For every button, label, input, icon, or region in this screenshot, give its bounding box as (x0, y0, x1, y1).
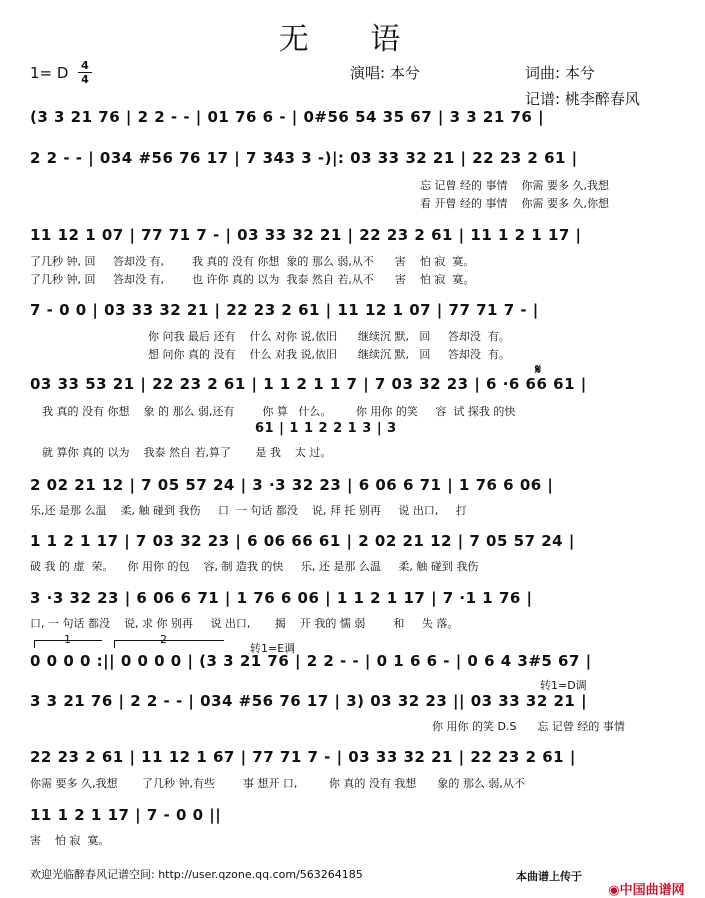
transcriber-credit: 记谱: 桃李醉春风 (525, 90, 640, 108)
lyrics-row-5: 我 真的 没有 你想 象 的 那么 弱,还有 你 算 什么。 你 用你 的笑 容 试 探我 的快 (42, 405, 516, 418)
song-title: 无 语 (278, 22, 427, 57)
singer-credit: 演唱: 本兮 (350, 64, 420, 82)
notation-row-2: 2 2 - - | 034 #56 76 17 | 7 343 3 -)|: 03 33 32 21 | 22 23 2 61 | (30, 149, 578, 167)
lyrics-row-5-alternate: 就 算你 真的 以为 我泰 然自 若,算了 是 我 太 过。 (42, 446, 332, 459)
time-signature-top: 4 (81, 59, 89, 72)
time-signature-bottom: 4 (81, 73, 89, 86)
second-ending-number: 2 (160, 633, 167, 646)
lyricist-credit: 词曲: 本兮 (525, 64, 595, 82)
notation-row-7: 1 1 2 1 17 | 7 03 32 23 | 6 06 66 61 | 2 02 21 12 | 7 05 57 24 | (30, 532, 575, 550)
notation-row-1: (3 3 21 76 | 2 2 - - | 01 76 6 - | 0#56 54 35 67 | 3 3 21 76 | (30, 108, 545, 126)
site-logo-text: 中国曲谱网 (619, 883, 685, 898)
notation-row-9: 0 0 0 0 :|| 0 0 0 0 | (3 3 21 76 | 2 2 - - | 0 1 6 6 - | 0 6 4 3#5 67 | (30, 652, 592, 670)
lyrics-row-10: 你 用你 的笑 D.S 忘 记曾 经的 事情 (432, 720, 625, 733)
lyrics-row-7: 破 我 的 虚 荣。 你 用你 的包 容, 制 造我 的快 乐, 还 是那 么温 柔, 触 碰到 我伤 (30, 560, 479, 573)
notation-row-8: 3 ·3 32 23 | 6 06 6 71 | 1 76 6 06 | 1 1 2 1 17 | 7 ·1 1 76 | (30, 589, 533, 607)
lyrics-row-6: 乐,还 是那 么温 柔, 触 碰到 我伤 口 一 句话 都没 说, 拜 托 别再 说 出口, 打 (30, 504, 467, 517)
lyrics-row-4-verse-1: 你 问我 最后 还有 什么 对你 说,依旧 继续沉 默, 回 答却没 有。 (148, 330, 510, 343)
notation-row-4: 7 - 0 0 | 03 33 32 21 | 22 23 2 61 | 11 12 1 07 | 77 71 7 - | (30, 301, 539, 319)
site-logo-icon: ◉ (608, 883, 620, 898)
site-logo (600, 864, 685, 898)
second-ending-bracket (114, 640, 224, 641)
second-ending-bracket-tick (114, 640, 115, 648)
modulation-to-e: 转1=E调 (250, 642, 296, 655)
lyrics-row-2-verse-2: 看 开曾 经的 事情 你需 要多 久,你想 (420, 197, 609, 210)
lyrics-row-8: 口, 一 句话 都没 说, 求 你 别再 说 出口, 揭 开 我的 懦 弱 和 失 落。 (30, 617, 459, 630)
first-ending-number: 1 (64, 633, 71, 646)
segno-sign: 𝄋 (535, 362, 542, 378)
notation-row-6: 2 02 21 12 | 7 05 57 24 | 3 ·3 32 23 | 6 06 6 71 | 1 76 6 06 | (30, 476, 554, 494)
notation-row-10: 3 3 21 76 | 2 2 - - | 034 #56 76 17 | 3) 03 32 23 || 03 33 32 21 | (30, 692, 588, 710)
lyrics-row-3-verse-2: 了几秒 钟, 回 答却没 有, 也 许你 真的 以为 我泰 然自 若,从不 害 怕 寂 寞。 (30, 273, 475, 286)
notation-row-5-alternate: 61 | 1 1 2 2 1 3 | 3 (255, 421, 397, 436)
key-signature: 1= D (30, 64, 69, 82)
notation-row-12: 11 1 2 1 17 | 7 - 0 0 || (30, 806, 222, 824)
notation-row-11: 22 23 2 61 | 11 12 1 67 | 77 71 7 - | 03 33 32 21 | 22 23 2 61 | (30, 748, 576, 766)
lyrics-row-2-verse-1: 忘 记曾 经的 事情 你需 要多 久,我想 (420, 179, 609, 192)
notation-row-5: 03 33 53 21 | 22 23 2 61 | 1 1 2 1 1 7 | 7 03 32 23 | 6 ·6 66 61 | (30, 375, 587, 393)
lyrics-row-3-verse-1: 了几秒 钟, 回 答却没 有, 我 真的 没有 你想 象的 那么 弱,从不 害 怕 寂 寞。 (30, 255, 475, 268)
first-ending-bracket-tick (34, 640, 35, 648)
upload-prefix: 本曲谱上传于 (516, 870, 582, 883)
lyrics-row-4-verse-2: 想 问你 真的 没有 什么 对我 说,依旧 继续沉 默, 回 答却没 有。 (148, 348, 510, 361)
welcome-footer: 欢迎光临醉春风记谱空间: http://user.qzone.qq.com/563264185 (30, 868, 363, 881)
lyrics-row-11: 你需 要多 久,我想 了几秒 钟,有些 事 想开 口, 你 真的 没有 我想 象的 那么 弱,从不 (30, 777, 525, 790)
modulation-to-d: 转1=D调 (540, 679, 587, 692)
notation-row-3: 11 12 1 07 | 77 71 7 - | 03 33 32 21 | 22 23 2 61 | 11 1 2 1 17 | (30, 226, 582, 244)
lyrics-row-12: 害 怕 寂 寞。 (30, 834, 110, 847)
